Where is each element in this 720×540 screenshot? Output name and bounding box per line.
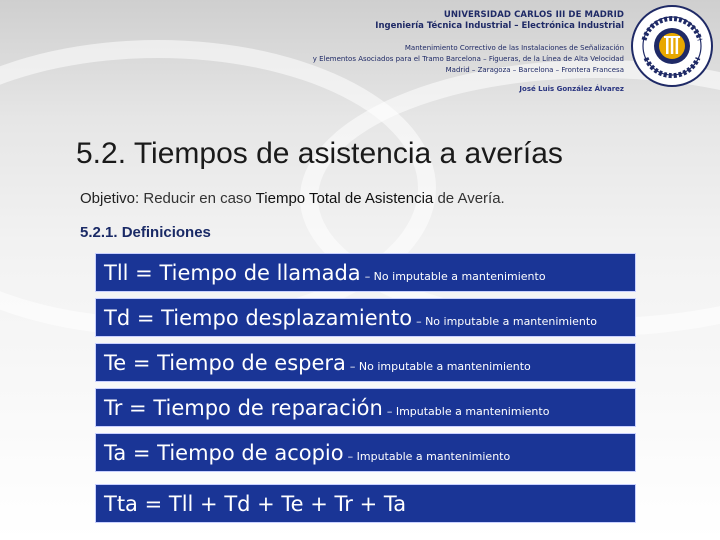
formula-row xyxy=(95,484,636,523)
project-line: Mantenimiento Correctivo de las Instalaciones de Señalización xyxy=(404,44,624,52)
university-name: UNIVERSIDAD CARLOS III DE MADRID xyxy=(443,10,624,20)
definition-note: – Imputable a mantenimiento xyxy=(386,405,550,418)
objective-highlight: Tiempo Total de Asistencia xyxy=(255,190,434,207)
definition-term: Td = Tiempo desplazamiento xyxy=(104,305,413,330)
header xyxy=(104,10,624,93)
definition-row xyxy=(95,253,636,292)
objective-text-end: de Avería. xyxy=(433,190,505,207)
definition-note: – No imputable a mantenimiento xyxy=(349,360,531,373)
definition-note: – No imputable a mantenimiento xyxy=(416,315,597,328)
project-line: y Elementos Asociados para el Tramo Barcelona – Figueras, de la Línea de Alta Velocidad xyxy=(312,55,624,63)
author-name: José Luis González Álvarez xyxy=(519,85,624,93)
definition-term: Tr = Tiempo de reparación xyxy=(104,395,383,420)
definition-row xyxy=(95,298,636,337)
definition-row xyxy=(95,388,636,427)
total-formula: Tta = Tll + Td + Te + Tr + Ta xyxy=(104,491,407,516)
project-description xyxy=(104,43,624,76)
definition-term: Ta = Tiempo de acopio xyxy=(104,440,344,465)
project-line: Madrid – Zaragoza – Barcelona – Frontera Francesa xyxy=(445,66,624,74)
university-seal-logo xyxy=(630,4,714,88)
definition-row xyxy=(95,343,636,382)
definition-note: – No imputable a mantenimiento xyxy=(364,270,546,283)
slide-title: 5.2. Tiempos de asistencia a averías xyxy=(76,137,563,170)
definition-note: – Imputable a mantenimiento xyxy=(347,450,511,463)
degree-name: Ingeniería Técnica Industrial – Electrónica Industrial xyxy=(375,21,624,31)
definition-term: Te = Tiempo de espera xyxy=(104,350,346,375)
definition-term: Tll = Tiempo de llamada xyxy=(104,260,361,285)
objective-text: Reducir en caso xyxy=(139,190,256,207)
objective-label: Objetivo: xyxy=(80,190,140,207)
objective-line xyxy=(80,190,505,207)
section-subtitle: 5.2.1. Definiciones xyxy=(80,224,211,241)
definition-row xyxy=(95,433,636,472)
